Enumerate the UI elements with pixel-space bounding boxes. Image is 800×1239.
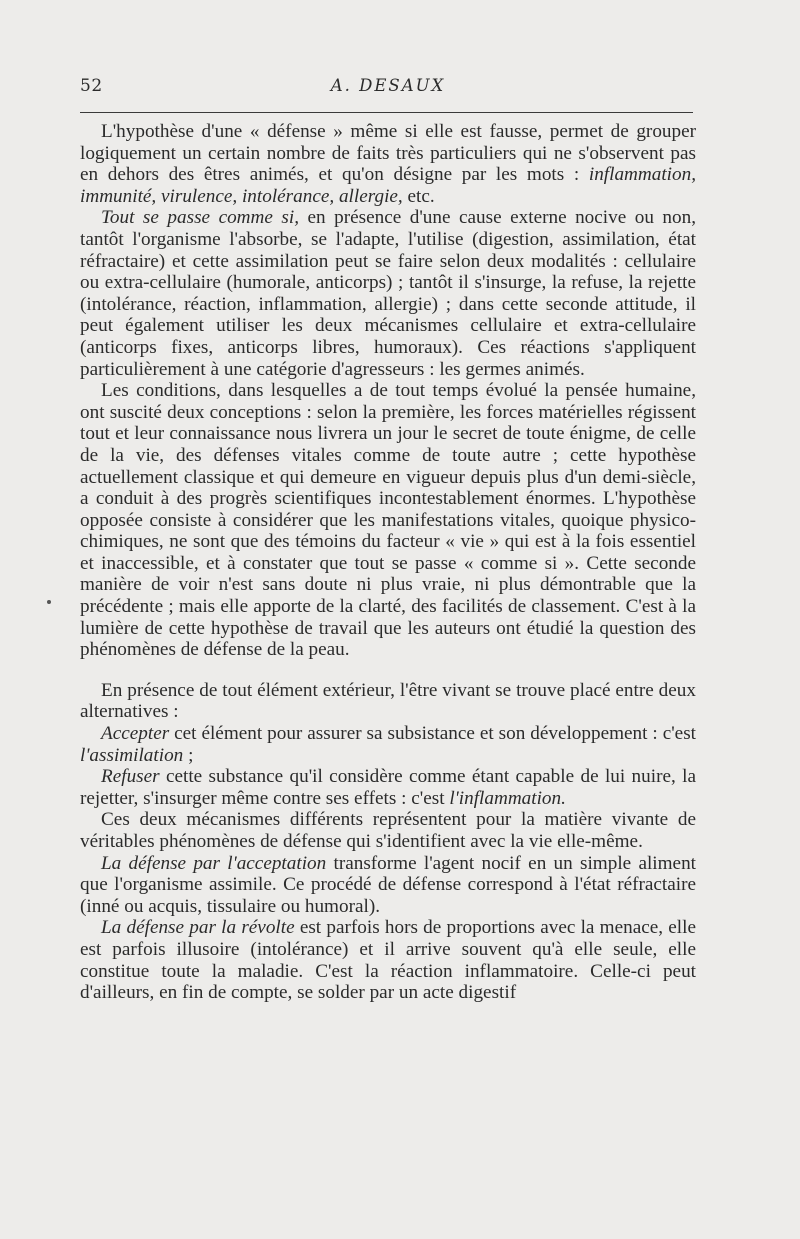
paragraph-p6 bbox=[80, 766, 696, 809]
text-run: en présence d'une cause externe nocive ou non, tantôt l'organisme l'absorbe, se l'adapte, l'utilise (digestion, assimilation, état réfractaire) et cette assimilation peut se faire selon deux modalités : cellulaire ou extra-cellulaire (humorale, anticorps) ; tantôt il s'insurge, la refuse, la rejette (intolérance, réaction, inflammation, allergie) ; dans cette seconde attitude, il peut également utiliser les deux mécanismes cellulaire et extra-cellulaire (anticorps fixes, anticorps libres, humoraux). Ces réactions s'appliquent particulièrement à une catégorie d'agresseurs : les germes animés. bbox=[80, 207, 697, 380]
paragraph-p4 bbox=[80, 680, 696, 723]
paragraph-p2 bbox=[80, 207, 696, 380]
page-number: 52 bbox=[80, 76, 103, 96]
italic-text: inflammation, immunité, virulence, intolérance, allergie, bbox=[80, 164, 696, 207]
italic-text: Tout se passe comme si, bbox=[101, 207, 300, 229]
text-run: Ces deux mécanismes différents représentent pour la matière vivante de véritables phénomènes de défense qui s'identifient avec la vie elle-même. bbox=[80, 809, 696, 852]
text-run: ; bbox=[183, 744, 194, 766]
body-text bbox=[80, 121, 696, 1004]
italic-text: Accepter bbox=[101, 723, 170, 745]
paragraph-p5 bbox=[80, 723, 696, 766]
text-run: etc. bbox=[402, 185, 435, 207]
page-header bbox=[80, 76, 696, 102]
text-run: L'hypothèse d'une « défense » même si elle est fausse, permet de grouper logiquement un certain nombre de faits très particuliers qui ne s'observent pas en dehors des êtres animés, et qu'on désigne par les mots : bbox=[80, 121, 696, 186]
text-run: cette substance qu'il considère comme étant capable de lui nuire, la rejetter, s'insurger même contre ses effets : c'est bbox=[80, 766, 696, 809]
italic-text: l'assimilation bbox=[80, 744, 184, 766]
paragraph-p1 bbox=[80, 121, 696, 207]
paragraph-p3 bbox=[80, 380, 696, 661]
header-rule bbox=[80, 112, 693, 113]
running-head: A. DESAUX bbox=[330, 76, 446, 95]
italic-text: La défense par l'acceptation bbox=[101, 852, 327, 874]
text-run: transforme l'agent nocif en un simple aliment que l'organisme assimile. Ce procédé de défense correspond à l'état réfractaire (inné ou acquis, tissulaire ou humoral). bbox=[80, 852, 696, 917]
text-run: est parfois hors de proportions avec la menace, elle est parfois illusoire (intolérance) et il arrive souvent qu'à elle seule, elle constitue toute la maladie. C'est la réaction inflammatoire. Celle-ci peut d'ailleurs, en fin de compte, se solder par un acte digestif bbox=[80, 917, 696, 1004]
italic-text: La défense par la révolte bbox=[101, 917, 295, 939]
margin-mark bbox=[47, 600, 51, 604]
italic-text: Refuser bbox=[101, 766, 160, 788]
paragraph-p9 bbox=[80, 917, 696, 1003]
text-run: Les conditions, dans lesquelles a de tout temps évolué la pensée humaine, ont suscité deux conceptions : selon la première, les forces matérielles régissent tout et leur connaissance nous livrera un jour le secret de toute énigme, de celle de la vie, des défenses vitales comme de toute autre ; cette hypothèse actuellement classique et qui demeure en vigueur depuis plus d'un demi-siècle, a conduit à des progrès scientifiques incontestablement énormes. L'hypothèse opposée consiste à considérer que les manifestations vitales, quoique physico-chimiques, ne sont que des témoins du facteur « vie » qui est à la fois essentiel et inaccessible, et à constater que tout se passe « comme si ». Cette seconde manière de voir n'est sans doute ni plus vraie, ni plus démontrable que la précédente ; mais elle apporte de la clarté, des facilités de classement. C'est à la lumière de cette hypothèse de travail que les auteurs ont étudié la question des phénomènes de défense de la peau. bbox=[80, 380, 696, 661]
italic-text: l'inflammation. bbox=[449, 787, 566, 809]
text-run: En présence de tout élément extérieur, l'être vivant se trouve placé entre deux alternatives : bbox=[80, 679, 696, 723]
text-run: cet élément pour assurer sa subsistance et son développement : c'est bbox=[169, 723, 696, 745]
paragraph-p8 bbox=[80, 853, 696, 918]
paragraph-p7 bbox=[80, 809, 696, 852]
